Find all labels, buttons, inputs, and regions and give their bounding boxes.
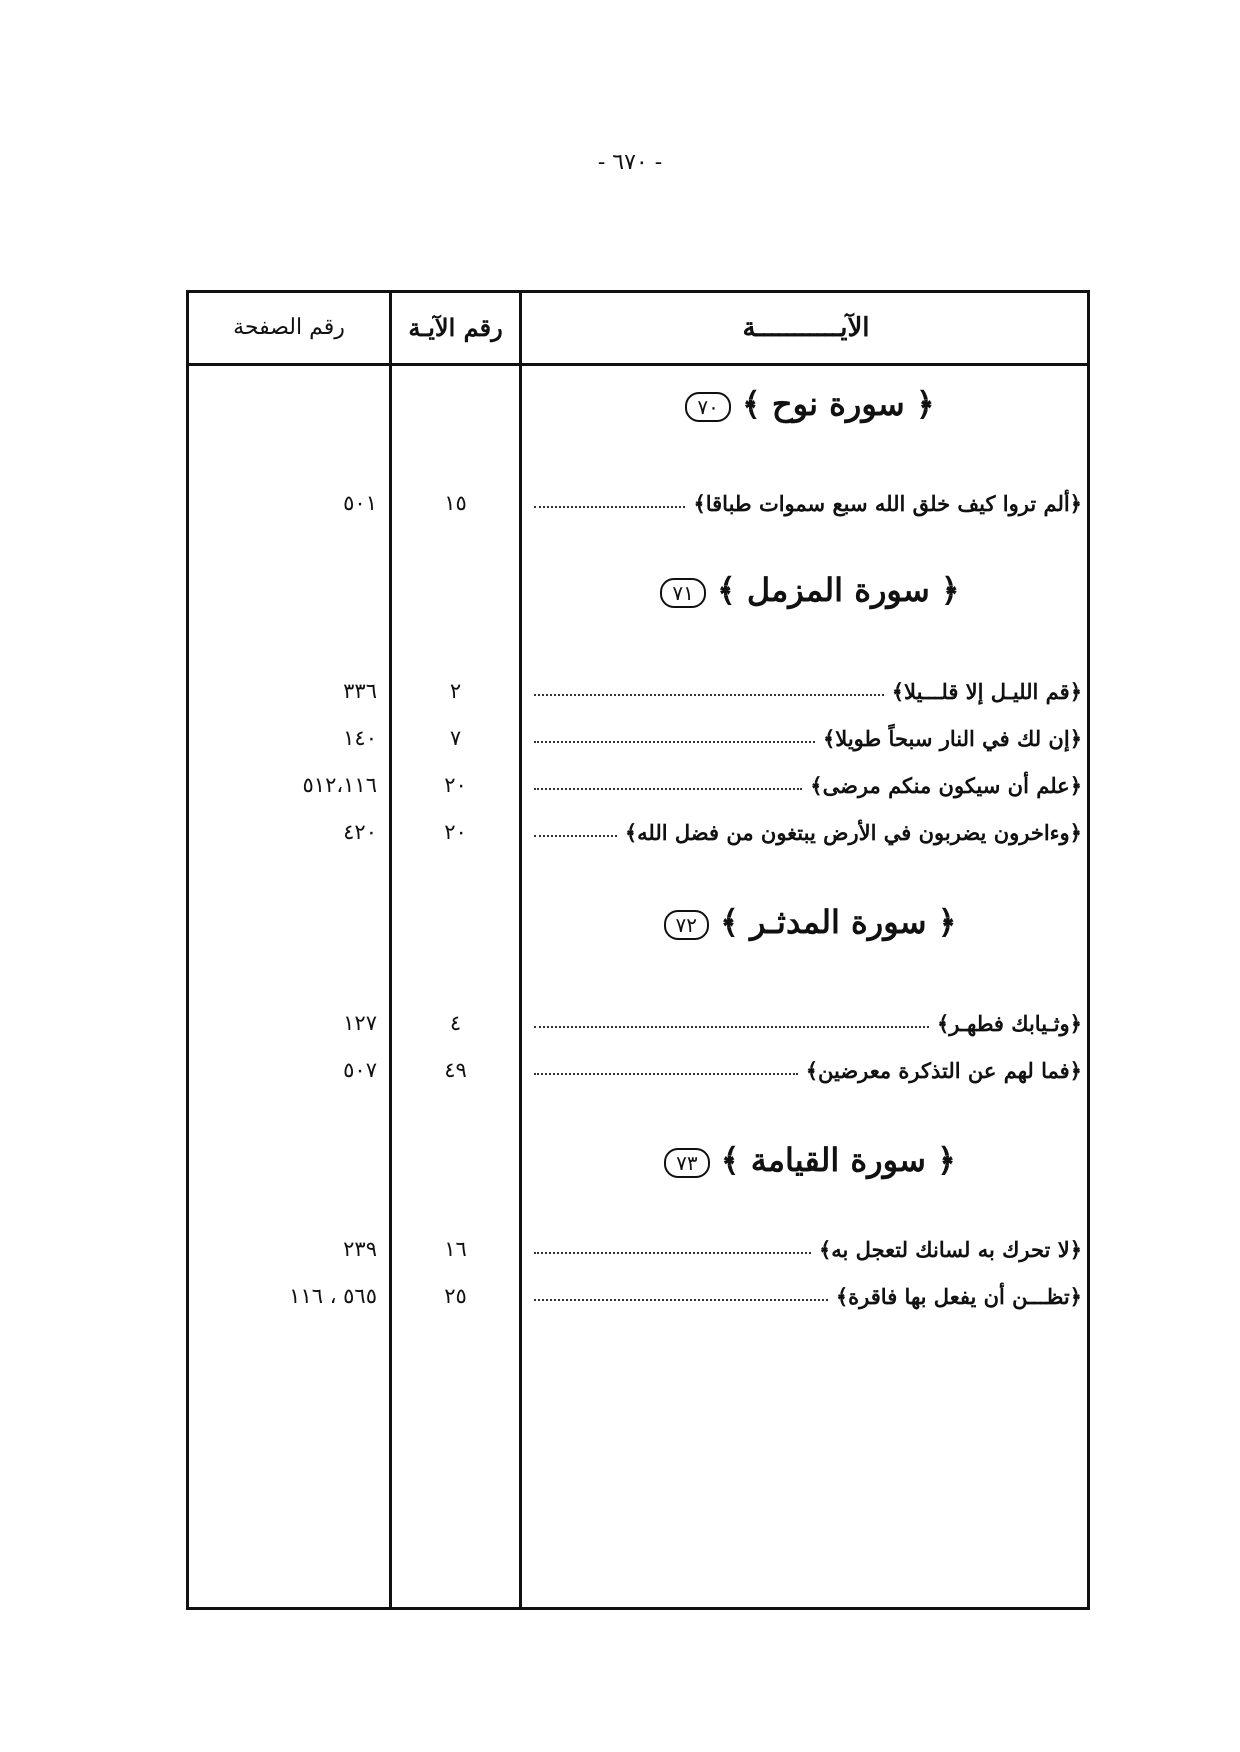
page-cell: ٢٣٩ xyxy=(343,1237,377,1261)
verse-text-cell xyxy=(534,1229,1082,1269)
verse-cell: ٤ xyxy=(449,1011,462,1035)
page-cell: ٤٢٠ xyxy=(343,820,377,844)
verse-text-cell xyxy=(534,483,1082,523)
header-verse-text: الآيـــــــــــة xyxy=(742,313,870,343)
table-row xyxy=(189,1050,1087,1090)
surah-heading xyxy=(522,1141,1090,1179)
surah-title: ﴿ سورة المدثـر ﴾ xyxy=(720,903,957,941)
index-table xyxy=(186,290,1090,1610)
dot-leader xyxy=(534,694,884,696)
surah-heading xyxy=(522,903,1090,941)
verse-cell: ٢ xyxy=(449,679,462,703)
verse-text: ﴿لا تحرك به لسانك لتعجل به﴾ xyxy=(818,1236,1082,1262)
table-row xyxy=(189,671,1087,711)
verse-text: ﴿إن لك في النار سبحاً طويلا﴾ xyxy=(823,725,1082,751)
verse-text: ﴿علم أن سيكون منكم مرضى﴾ xyxy=(810,772,1082,798)
verse-text: ﴿وءاخرون يضربون في الأرض يبتغون من فضل الله﴾ xyxy=(624,819,1082,845)
verse-text-cell xyxy=(534,1003,1082,1043)
surah-heading xyxy=(522,385,1090,423)
dot-leader xyxy=(534,835,617,837)
verse-text-cell xyxy=(534,765,1082,805)
surah-number-badge: ٧١ xyxy=(660,578,705,608)
verse-cell: ١٦ xyxy=(444,1237,467,1261)
verse-text-cell xyxy=(534,1276,1082,1316)
verse-text-cell xyxy=(534,1050,1082,1090)
dot-leader xyxy=(534,1299,828,1301)
surah-number-badge: ٧٣ xyxy=(664,1148,709,1178)
verse-text: ﴿فما لهم عن التذكرة معرضين﴾ xyxy=(805,1057,1082,1083)
dot-leader xyxy=(534,1026,929,1028)
verse-cell: ٧ xyxy=(449,726,462,750)
verse-text-cell xyxy=(534,812,1082,852)
dot-leader xyxy=(534,1073,798,1075)
page-cell: ٣٣٦ xyxy=(343,679,377,703)
verse-cell: ١٥ xyxy=(444,491,467,515)
surah-number-badge: ٧٠ xyxy=(685,392,730,422)
verse-cell: ٢٠ xyxy=(444,773,467,797)
dot-leader xyxy=(534,788,802,790)
verse-cell: ٢٥ xyxy=(444,1284,467,1308)
surah-heading xyxy=(522,571,1090,609)
verse-text-cell xyxy=(534,671,1082,711)
verse-text: ﴿وثـيابك فطهـر﴾ xyxy=(936,1010,1082,1036)
page-cell: ٥٠٧ xyxy=(343,1058,377,1082)
verse-text: ﴿ألم تروا كيف خلق الله سبع سموات طباقا﴾ xyxy=(693,490,1082,516)
verse-text: ﴿تظـــن أن يفعل بها فاقرة﴾ xyxy=(835,1283,1082,1309)
dot-leader xyxy=(534,1252,811,1254)
table-row xyxy=(189,1003,1087,1043)
table-row xyxy=(189,765,1087,805)
page-cell: ١٤٠ xyxy=(343,726,377,750)
page-cell: ٥٠١ xyxy=(343,491,377,515)
dot-leader xyxy=(534,741,815,743)
dot-leader xyxy=(534,506,685,508)
page-cell: ١٢٧ xyxy=(343,1011,377,1035)
table-row xyxy=(189,483,1087,523)
table-row xyxy=(189,1276,1087,1316)
surah-title: ﴿ سورة القيامة ﴾ xyxy=(720,1141,956,1179)
verse-cell: ٤٩ xyxy=(444,1058,467,1082)
surah-title: ﴿ سورة المزمل ﴾ xyxy=(716,571,960,609)
table-row xyxy=(189,1229,1087,1269)
surah-number-badge: ٧٢ xyxy=(664,910,709,940)
table-row xyxy=(189,812,1087,852)
header-page-number: رقم الصفحة xyxy=(233,315,345,340)
header-divider xyxy=(189,363,1087,366)
verse-text-cell xyxy=(534,718,1082,758)
page-cell: ٥٦٥ ، ١١٦ xyxy=(289,1284,377,1308)
table-row xyxy=(189,718,1087,758)
page-number: - ٦٧٠ - xyxy=(597,150,663,175)
surah-title: ﴿ سورة نوح ﴾ xyxy=(742,385,935,423)
header-verse-number: رقم الآيـة xyxy=(408,313,503,342)
page-cell: ٥١٢،١١٦ xyxy=(302,773,377,797)
verse-text: ﴿قم الليـل إلا قلـــيلا﴾ xyxy=(891,678,1082,704)
verse-cell: ٢٠ xyxy=(444,820,467,844)
